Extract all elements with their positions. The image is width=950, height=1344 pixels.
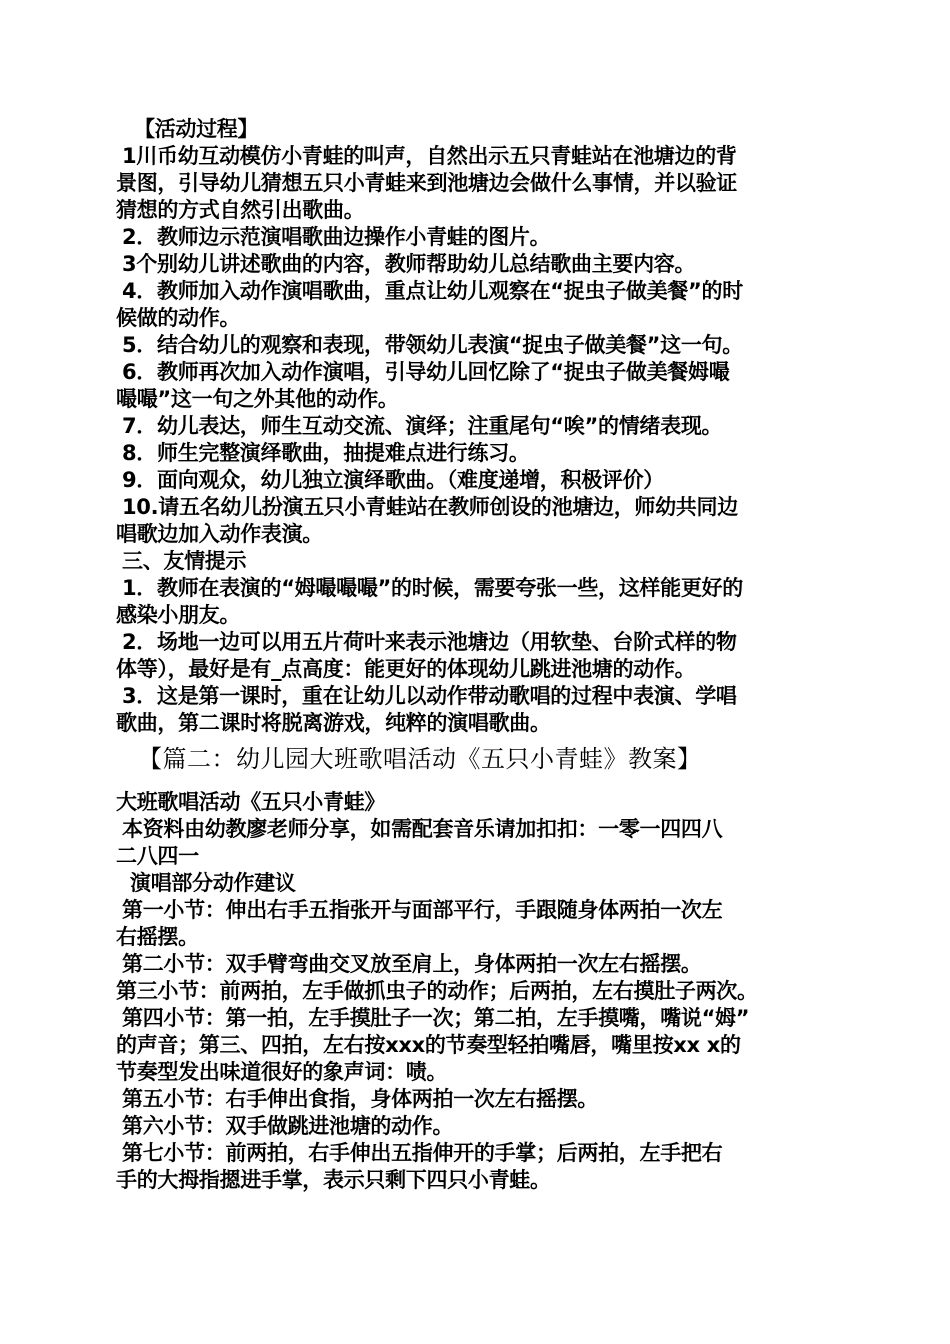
paragraph-line: 第七小节：前两拍，右手伸出五指伸开的手掌；后两拍，左手把右 [122, 1141, 723, 1165]
paragraph-line: 节奏型发出味道很好的象声词：啧。 [116, 1060, 448, 1084]
paragraph-line: 7．幼儿表达，师生互动交流、演绎；注重尾句“唉”的情绪表现。 [122, 414, 723, 438]
paragraph-line: 体等），最好是有_点高度：能更好的体现幼儿跳进池塘的动作。 [116, 657, 696, 681]
paragraph-line: 第一小节：伸出右手五指张开与面部平行，手跟随身体两拍一次左 [122, 898, 723, 922]
paragraph-line: 10.请五名幼儿扮演五只小青蛙站在教师创设的池塘边，师幼共同边 [122, 495, 738, 519]
section-heading-singing-actions: 演唱部分动作建议 [130, 871, 296, 895]
section-heading-activity-process: 【活动过程】 [134, 117, 259, 141]
paragraph-line: 第二小节：双手臂弯曲交叉放至肩上，身体两拍一次左右摇摆。 [122, 952, 702, 976]
paragraph-line: 1川币幼互动模仿小青蛙的叫声，自然出示五只青蛙站在池塘边的背 [122, 144, 737, 168]
paragraph-line: 第四小节：第一拍，左手摸肚子一次；第二拍，左手摸嘴，嘴说“姆” [122, 1006, 750, 1030]
paragraph-line: 歌曲，第二课时将脱离游戏，纯粹的演唱歌曲。 [116, 711, 551, 735]
paragraph-line: 8．师生完整演绎歌曲，抽提难点进行练习。 [122, 441, 530, 465]
document-subtitle: 大班歌唱活动《五只小青蛙》 [116, 790, 386, 814]
paragraph-line: 二八四一 [116, 844, 199, 868]
paragraph-line: 5．结合幼儿的观察和表现，带领幼儿表演“捉虫子做美餐”这一句。 [122, 333, 743, 357]
paragraph-line: 第六小节：双手做跳进池塘的动作。 [122, 1114, 454, 1138]
paragraph-line: 本资料由幼教廖老师分享，如需配套音乐请加扣扣：一零一四四八 [122, 817, 723, 841]
paragraph-line: 2．场地一边可以用五片荷叶来表示池塘边（用软垫、台阶式样的物 [122, 630, 737, 654]
paragraph-line: 3个别幼儿讲述歌曲的内容，教师帮助幼儿总结歌曲主要内容。 [122, 252, 696, 276]
paragraph-line: 9．面向观众，幼儿独立演绎歌曲。（难度递增，积极评价） [122, 468, 665, 492]
paragraph-line: 第五小节：右手伸出食指，身体两拍一次左右摇摆。 [122, 1087, 599, 1111]
paragraph-line: 的声音；第三、四拍，左右按xxx的节奏型轻拍嘴唇，嘴里按xx x的 [116, 1033, 741, 1057]
section-heading-tips: 三、友情提示 [122, 549, 247, 573]
section-title-part-two: 【篇二：幼儿园大班歌唱活动《五只小青蛙》教案】 [138, 745, 702, 773]
paragraph-line: 6．教师再次加入动作演唱，引导幼儿回忆除了“捉虫子做美餐姆嘬 [122, 360, 730, 384]
paragraph-line: 第三小节：前两拍，左手做抓虫子的动作；后两拍，左右摸肚子两次。 [116, 979, 758, 1003]
paragraph-line: 猜想的方式自然引出歌曲。 [116, 198, 365, 222]
paragraph-line: 4．教师加入动作演唱歌曲，重点让幼儿观察在“捉虫子做美餐”的时 [122, 279, 743, 303]
paragraph-line: 候做的动作。 [116, 306, 241, 330]
paragraph-line: 右摇摆。 [116, 925, 199, 949]
paragraph-line: 1．教师在表演的“姆嘬嘬嘬”的时候，需要夸张一些，这样能更好的 [122, 576, 743, 600]
paragraph-line: 感染小朋友。 [116, 603, 241, 627]
paragraph-line: 景图，引导幼儿猜想五只小青蛙来到池塘边会做什么事情，并以验证 [116, 171, 737, 195]
paragraph-line: 手的大拇指摁进手掌，表示只剩下四只小青蛙。 [116, 1168, 551, 1192]
paragraph-line: 唱歌边加入动作表演。 [116, 522, 323, 546]
document-body [116, 116, 836, 1194]
paragraph-line: 3．这是第一课时，重在让幼儿以动作带动歌唱的过程中表演、学唱 [122, 684, 737, 708]
paragraph-line: 嘬嘬”这一句之外其他的动作。 [116, 387, 399, 411]
paragraph-line: 2．教师边示范演唱歌曲边操作小青蛙的图片。 [122, 225, 551, 249]
